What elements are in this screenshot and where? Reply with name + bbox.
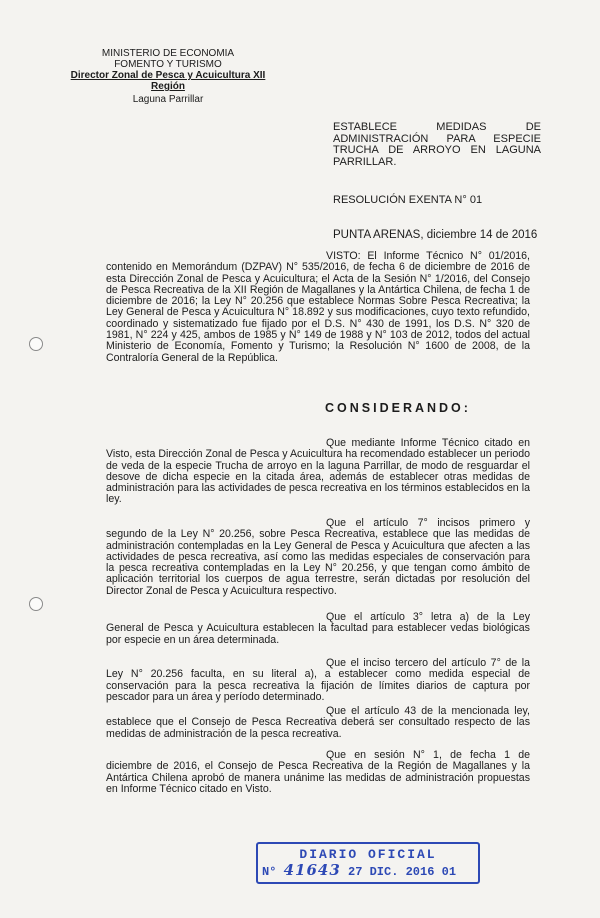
considerando-lead: Que el artículo 7° incisos primero y segundo — [106, 517, 530, 541]
stamp-date: 27 DIC. 2016 — [348, 865, 435, 879]
punch-hole — [29, 337, 43, 351]
visto-lead: VISTO: El Informe Técnico N° 01/2016, — [326, 250, 530, 262]
considerando-body: de Pesca y Acuicultura establecen la facultad para establecer vedas biológicas por especie en un área determinada. — [106, 622, 530, 646]
considerando-body: Visto, esta Dirección Zonal de Pesca y Acuicultura ha recomendado establecer un periodo de veda de la especie Trucha de arroyo en la laguna Parrillar, de modo de resguardar el desove de dicha especie en la citada área, además de establecer otras medidas de administración para las actividades de pesca recreativa en los términos establecidos en la ley. — [106, 448, 530, 506]
resolution-reference: ESTABLECE MEDIDAS DE ADMINISTRACIÓN PARA ESPECIE TRUCHA DE ARROYO EN LAGUNA PARRILLAR. — [333, 121, 541, 168]
header-line-region: Región — [151, 81, 185, 92]
considerando-body: de la Ley N° 20.256, sobre Pesca Recreativa, establece que las medidas de administración contempladas en la Ley General de Pesca y Acuicultura que afecten a las actividades de pesca recreativa, así como las medidas especiales de conservación para la pesca recreativa contempladas en la Ley N° 20.256, y que tengan como ámbito de aplicación territorial los cuerpos de agua terrestre, serán dictadas por resolución del Director Zonal de Pesca y Acuicultura respectivo. — [106, 528, 530, 597]
considerando-paragraph — [106, 658, 530, 703]
considerando-paragraph — [106, 706, 530, 740]
stamp-title: DIARIO OFICIAL — [299, 847, 437, 862]
resolution-number: RESOLUCIÓN EXENTA N° 01 — [333, 194, 483, 206]
considerando-lead: Que el inciso tercero del artículo 7° de la Ley — [106, 657, 530, 681]
considerando-body: de 2016, el Consejo de Pesca Recreativa de la Región de Magallanes y la Antártica Chilena aprobó de manera unánime las medidas de administración propuestas en Informe Técnico citado en Visto. — [106, 760, 530, 795]
ministry-header — [68, 48, 268, 105]
diario-oficial-stamp — [256, 842, 480, 884]
considerando-lead: Que mediante Informe Técnico citado en — [326, 437, 530, 449]
stamp-number: 41643 — [283, 861, 341, 879]
considerando-body: N° 20.256 faculta, en su literal a), a establecer como medida especial de conservación para la pesca recreativa la fijación de límites diarios de captura por pescador para un área y período determinado. — [106, 668, 530, 703]
considerando-paragraph — [106, 612, 530, 646]
header-line-fomento: FOMENTO Y TURISMO — [114, 59, 222, 70]
visto-body: contenido en Memorándum (DZPAV) N° 535/2016, de fecha 6 de diciembre de 2016 de esta Dirección Zonal de Pesca y Acuicultura; el Acta de la Sesión N° 1/2016, del Consejo de Pesca Recreativa de la XII Región de Magallanes y la Antártica Chilena, de fecha 1 de diciembre de 2016; la Ley N° 20.256 que establece Normas Sobre Pesca Recreativa; la Ley General de Pesca y Acuicultura N° 18.892 y sus modificaciones, cuyo texto refundido, coordinado y sistematizado fue fijado por el D.S. N° 430 de 1991, los D.S. N° 320 de 1981, N° 224 y 425, ambos de 1985 y N° 149 de 1988 y N° 103 de 2012, todos del actual Ministerio de Economía, Fomento y Turismo; la Resolución N° 1600 de 2008, de la Contraloría General de la República. — [106, 261, 530, 364]
stamp-suffix: 01 — [441, 865, 457, 879]
considerando-lead: Que en sesión N° 1, de fecha 1 de diciembre — [106, 749, 530, 773]
visto-paragraph — [106, 251, 530, 364]
stamp-registration — [262, 861, 456, 879]
considerando-paragraph — [106, 518, 530, 597]
considerando-lead: Que el artículo 43 de la mencionada ley, — [326, 705, 530, 717]
place-date: PUNTA ARENAS, diciembre 14 de 2016 — [333, 229, 538, 241]
considerando-lead: Que el artículo 3° letra a) de la Ley General — [106, 611, 530, 635]
punch-hole — [29, 597, 43, 611]
considerando-heading: CONSIDERANDO: — [325, 401, 471, 415]
considerando-paragraph — [106, 438, 530, 506]
header-line-laguna: Laguna Parrillar — [132, 94, 204, 105]
header-line-ministry: MINISTERIO DE ECONOMIA — [101, 48, 235, 59]
stamp-prefix: N° — [262, 865, 277, 879]
considerando-paragraph — [106, 750, 530, 795]
header-line-director: Director Zonal de Pesca y Acuicultura XII — [70, 70, 266, 81]
considerando-body: establece que el Consejo de Pesca Recreativa deberá ser consultado respecto de las medidas de administración de la pesca recreativa. — [106, 716, 530, 740]
